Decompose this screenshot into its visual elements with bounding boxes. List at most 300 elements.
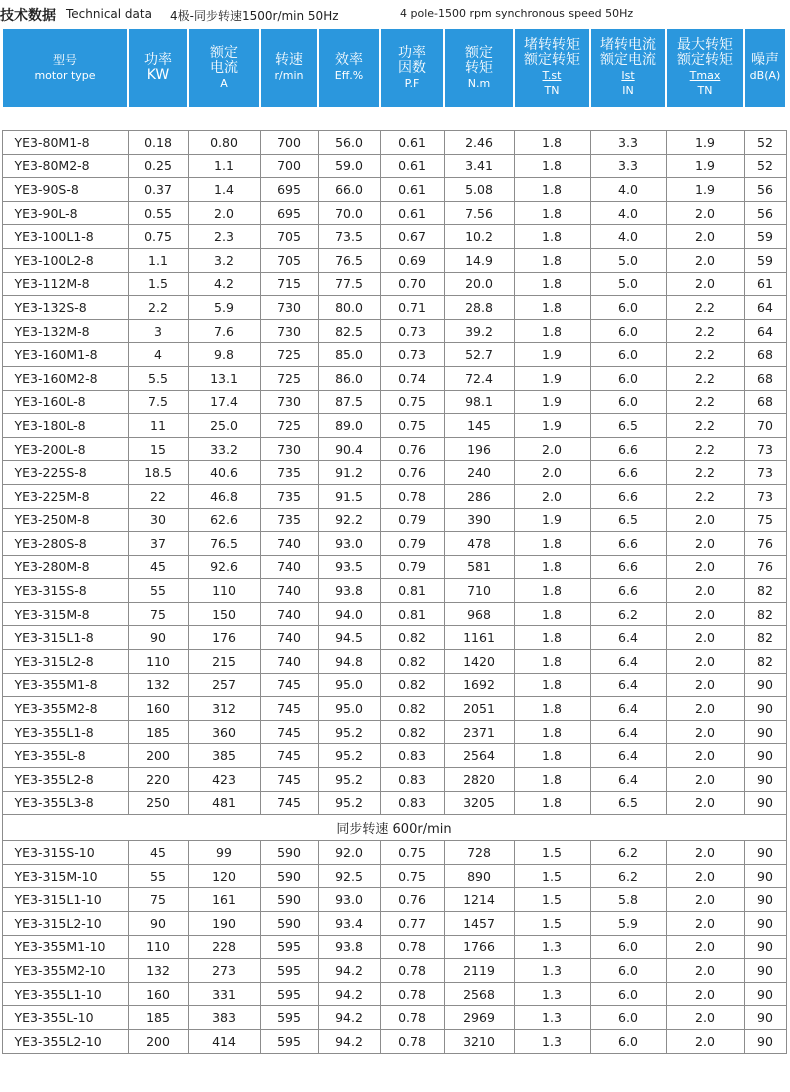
table-cell: 250	[128, 791, 188, 815]
table-cell: 90	[128, 626, 188, 650]
table-cell: 185	[128, 1006, 188, 1030]
table-cell: 55	[128, 864, 188, 888]
table-cell: 331	[188, 982, 260, 1006]
table-cell: 0.77	[380, 912, 444, 936]
table-cell: 1.8	[514, 131, 590, 155]
table-row	[2, 319, 786, 343]
table-cell: 0.67	[380, 225, 444, 249]
table-cell: 728	[444, 841, 514, 865]
table-cell: 228	[188, 935, 260, 959]
header-current: 额定电流 A	[188, 29, 260, 108]
table-cell: YE3-250M-8	[2, 508, 128, 532]
table-row	[2, 366, 786, 390]
table-cell: 1.9	[666, 131, 744, 155]
table-cell: 730	[260, 437, 318, 461]
table-cell: 28.8	[444, 296, 514, 320]
table-cell: YE3-160M1-8	[2, 343, 128, 367]
table-cell: 93.8	[318, 579, 380, 603]
table-cell: 90	[744, 912, 786, 936]
table-cell: 6.5	[590, 414, 666, 438]
table-cell: 2.2	[666, 343, 744, 367]
table-cell: 2.2	[666, 319, 744, 343]
table-cell: 1.3	[514, 982, 590, 1006]
table-cell: 45	[128, 555, 188, 579]
table-cell: 4.0	[590, 178, 666, 202]
table-cell: 120	[188, 864, 260, 888]
table-cell: 92.0	[318, 841, 380, 865]
table-cell: 725	[260, 366, 318, 390]
table-cell: YE3-355L1-8	[2, 720, 128, 744]
table-cell: 1.8	[514, 555, 590, 579]
table-cell: YE3-132S-8	[2, 296, 128, 320]
table-cell: 82	[744, 579, 786, 603]
table-cell: 740	[260, 626, 318, 650]
table-cell: 2568	[444, 982, 514, 1006]
table-row	[2, 673, 786, 697]
table-cell: 72.4	[444, 366, 514, 390]
table-cell: 3205	[444, 791, 514, 815]
page-title: 技术数据	[0, 8, 56, 24]
header-locked-torque: 堵转转矩额定转矩 T.st TN	[514, 29, 590, 108]
table-cell: 6.0	[590, 1029, 666, 1053]
section-row	[2, 815, 786, 841]
table-cell: 52	[744, 154, 786, 178]
table-cell: 6.0	[590, 366, 666, 390]
table-cell: 2371	[444, 720, 514, 744]
table-cell: 90	[744, 864, 786, 888]
table-row	[2, 508, 786, 532]
table-cell: 59	[744, 225, 786, 249]
table-cell: 1.8	[514, 791, 590, 815]
table-cell: 17.4	[188, 390, 260, 414]
table-cell: 1692	[444, 673, 514, 697]
table-cell: 0.70	[380, 272, 444, 296]
table-cell: 6.0	[590, 959, 666, 983]
table-cell: 312	[188, 697, 260, 721]
table-cell: 2.0	[514, 484, 590, 508]
table-cell: 1.8	[514, 225, 590, 249]
table-cell: 90	[744, 673, 786, 697]
table-cell: 90	[744, 791, 786, 815]
table-row	[2, 437, 786, 461]
table-cell: 2820	[444, 768, 514, 792]
table-cell: 93.0	[318, 888, 380, 912]
table-cell: 2.0	[666, 864, 744, 888]
table-cell: 20.0	[444, 272, 514, 296]
table-row	[2, 272, 786, 296]
table-cell: 2.0	[666, 841, 744, 865]
table-cell: 695	[260, 178, 318, 202]
table-cell: 0.76	[380, 437, 444, 461]
table-row	[2, 225, 786, 249]
table-cell: 0.18	[128, 131, 188, 155]
table-cell: 0.75	[128, 225, 188, 249]
table-cell: 1.8	[514, 154, 590, 178]
header-torque: 额定转矩 N.m	[444, 29, 514, 108]
table-cell: 6.4	[590, 768, 666, 792]
table-cell: 6.0	[590, 1006, 666, 1030]
table-cell: 10.2	[444, 225, 514, 249]
table-cell: 176	[188, 626, 260, 650]
table-cell: 93.8	[318, 935, 380, 959]
table-cell: 1.8	[514, 248, 590, 272]
table-cell: 94.2	[318, 1029, 380, 1053]
table-cell: 890	[444, 864, 514, 888]
table-cell: 6.6	[590, 461, 666, 485]
table-cell: 705	[260, 248, 318, 272]
table-cell: 1.3	[514, 959, 590, 983]
table-cell: 740	[260, 650, 318, 674]
table-cell: 56	[744, 178, 786, 202]
header-max-torque: 最大转矩额定转矩 Tmax TN	[666, 29, 744, 108]
table-cell: 185	[128, 720, 188, 744]
table-cell: 160	[128, 982, 188, 1006]
table-cell: 68	[744, 343, 786, 367]
table-cell: 590	[260, 888, 318, 912]
table-cell: 0.75	[380, 390, 444, 414]
table-cell: 92.2	[318, 508, 380, 532]
table-cell: YE3-315L2-10	[2, 912, 128, 936]
table-cell: 740	[260, 602, 318, 626]
table-cell: 0.74	[380, 366, 444, 390]
table-cell: 7.6	[188, 319, 260, 343]
table-cell: 2.0	[666, 791, 744, 815]
table-cell: 715	[260, 272, 318, 296]
table-cell: 6.0	[590, 982, 666, 1006]
table-cell: 6.4	[590, 720, 666, 744]
table-cell: 0.71	[380, 296, 444, 320]
table-cell: 77.5	[318, 272, 380, 296]
table-cell: 0.61	[380, 154, 444, 178]
table-cell: 730	[260, 390, 318, 414]
table-cell: 745	[260, 673, 318, 697]
table-cell: 90	[744, 768, 786, 792]
table-cell: 1.1	[128, 248, 188, 272]
table-cell: 595	[260, 1006, 318, 1030]
table-row	[2, 579, 786, 603]
table-cell: 45	[128, 841, 188, 865]
table-cell: 1.5	[514, 864, 590, 888]
table-cell: 4.0	[590, 201, 666, 225]
table-cell: 59	[744, 248, 786, 272]
table-cell: 2.2	[666, 296, 744, 320]
table-cell: YE3-355L3-8	[2, 791, 128, 815]
table-cell: 1.3	[514, 1006, 590, 1030]
table-cell: 745	[260, 791, 318, 815]
table-row	[2, 390, 786, 414]
table-cell: 0.76	[380, 888, 444, 912]
table-cell: 1.1	[188, 154, 260, 178]
table-cell: 94.2	[318, 982, 380, 1006]
table-cell: 2564	[444, 744, 514, 768]
table-cell: 66.0	[318, 178, 380, 202]
table-cell: 68	[744, 366, 786, 390]
table-cell: YE3-200L-8	[2, 437, 128, 461]
section-label: 同步转速 600r/min	[2, 815, 786, 841]
table-cell: 1.9	[514, 343, 590, 367]
table-cell: 740	[260, 579, 318, 603]
table-cell: 590	[260, 864, 318, 888]
table-cell: 2.0	[666, 1029, 744, 1053]
table-cell: 95.2	[318, 744, 380, 768]
table-row	[2, 602, 786, 626]
table-row	[2, 841, 786, 865]
table-cell: 2.0	[666, 225, 744, 249]
table-cell: 745	[260, 720, 318, 744]
table-cell: 481	[188, 791, 260, 815]
table-cell: 968	[444, 602, 514, 626]
table-cell: 98.1	[444, 390, 514, 414]
table-cell: 75	[128, 602, 188, 626]
table-cell: 0.80	[188, 131, 260, 155]
table-cell: 2.0	[666, 912, 744, 936]
table-cell: 2.0	[666, 272, 744, 296]
table-row	[2, 154, 786, 178]
table-row	[2, 888, 786, 912]
table-cell: 55	[128, 579, 188, 603]
table-cell: 0.78	[380, 935, 444, 959]
table-cell: 2119	[444, 959, 514, 983]
table-cell: 1457	[444, 912, 514, 936]
table-cell: 5.0	[590, 248, 666, 272]
table-cell: 2.0	[666, 935, 744, 959]
table-cell: 86.0	[318, 366, 380, 390]
table-cell: YE3-315L1-8	[2, 626, 128, 650]
table-cell: 700	[260, 154, 318, 178]
table-cell: 70	[744, 414, 786, 438]
table-cell: 196	[444, 437, 514, 461]
table-cell: 414	[188, 1029, 260, 1053]
table-cell: 37	[128, 532, 188, 556]
table-cell: 390	[444, 508, 514, 532]
table-cell: 82.5	[318, 319, 380, 343]
table-cell: 2.0	[666, 744, 744, 768]
table-cell: 2051	[444, 697, 514, 721]
table-cell: 90	[744, 1006, 786, 1030]
table-cell: 2.0	[666, 959, 744, 983]
table-cell: 740	[260, 532, 318, 556]
table-cell: 90.4	[318, 437, 380, 461]
table-row	[2, 296, 786, 320]
table-cell: YE3-355L1-10	[2, 982, 128, 1006]
table-row	[2, 248, 786, 272]
table-cell: YE3-90L-8	[2, 201, 128, 225]
table-cell: 2.3	[188, 225, 260, 249]
table-cell: 2.0	[514, 437, 590, 461]
table-row	[2, 1006, 786, 1030]
table-cell: YE3-315M-10	[2, 864, 128, 888]
table-cell: 705	[260, 225, 318, 249]
table-cell: 93.5	[318, 555, 380, 579]
table-cell: 6.5	[590, 508, 666, 532]
table-cell: 90	[744, 841, 786, 865]
table-row	[2, 201, 786, 225]
table-cell: 1.9	[514, 366, 590, 390]
table-cell: 3.41	[444, 154, 514, 178]
table-cell: 90	[744, 959, 786, 983]
table-cell: 0.55	[128, 201, 188, 225]
technical-data-table	[1, 28, 787, 1054]
table-cell: 740	[260, 555, 318, 579]
table-cell: 0.75	[380, 841, 444, 865]
table-cell: 13.1	[188, 366, 260, 390]
table-cell: 745	[260, 744, 318, 768]
table-cell: 0.76	[380, 461, 444, 485]
table-cell: 220	[128, 768, 188, 792]
table-cell: 2.0	[188, 201, 260, 225]
table-cell: 6.5	[590, 791, 666, 815]
table-cell: 3210	[444, 1029, 514, 1053]
table-cell: 90	[744, 888, 786, 912]
table-cell: 85.0	[318, 343, 380, 367]
table-cell: 94.0	[318, 602, 380, 626]
table-cell: 1.8	[514, 319, 590, 343]
table-cell: 0.79	[380, 532, 444, 556]
table-cell: 64	[744, 296, 786, 320]
table-cell: 286	[444, 484, 514, 508]
table-row	[2, 414, 786, 438]
table-cell: 0.78	[380, 1006, 444, 1030]
table-cell: 161	[188, 888, 260, 912]
page-subtitle-en: 4 pole-1500 rpm synchronous speed 50Hz	[400, 7, 634, 20]
table-cell: 2.2	[666, 437, 744, 461]
table-cell: 2.0	[666, 697, 744, 721]
table-cell: YE3-315S-10	[2, 841, 128, 865]
table-cell: 90	[744, 720, 786, 744]
table-cell: 3.2	[188, 248, 260, 272]
table-cell: 6.0	[590, 319, 666, 343]
table-cell: YE3-180L-8	[2, 414, 128, 438]
header-power-factor: 功率因数 P.F	[380, 29, 444, 108]
table-cell: 1.8	[514, 201, 590, 225]
table-cell: YE3-80M2-8	[2, 154, 128, 178]
table-cell: 73.5	[318, 225, 380, 249]
table-cell: 92.5	[318, 864, 380, 888]
table-cell: 0.78	[380, 959, 444, 983]
table-cell: 590	[260, 912, 318, 936]
table-cell: 6.4	[590, 697, 666, 721]
table-cell: 5.08	[444, 178, 514, 202]
header-model: 型号 motor type	[2, 29, 128, 108]
table-cell: 90	[128, 912, 188, 936]
table-cell: 2.0	[666, 888, 744, 912]
table-cell: 590	[260, 841, 318, 865]
table-cell: 5.0	[590, 272, 666, 296]
table-row	[2, 935, 786, 959]
table-cell: 0.83	[380, 744, 444, 768]
page-title-en: Technical data	[66, 7, 152, 21]
table-cell: YE3-225M-8	[2, 484, 128, 508]
table-cell: 595	[260, 959, 318, 983]
table-cell: 2.0	[666, 201, 744, 225]
table-cell: 0.82	[380, 626, 444, 650]
table-cell: 76	[744, 532, 786, 556]
table-cell: 257	[188, 673, 260, 697]
table-cell: 735	[260, 508, 318, 532]
table-cell: 73	[744, 484, 786, 508]
table-cell: 1.3	[514, 935, 590, 959]
table-cell: 6.4	[590, 650, 666, 674]
table-cell: 478	[444, 532, 514, 556]
table-cell: 91.2	[318, 461, 380, 485]
table-cell: 200	[128, 1029, 188, 1053]
table-cell: 2.0	[666, 555, 744, 579]
table-cell: YE3-355L-8	[2, 744, 128, 768]
table-cell: 94.2	[318, 1006, 380, 1030]
table-cell: 2.0	[666, 673, 744, 697]
table-cell: 2.0	[666, 508, 744, 532]
table-cell: 95.2	[318, 720, 380, 744]
table-cell: 132	[128, 673, 188, 697]
table-cell: 93.0	[318, 532, 380, 556]
table-cell: 2.0	[514, 461, 590, 485]
table-cell: 5.8	[590, 888, 666, 912]
table-cell: 73	[744, 437, 786, 461]
table-cell: 56	[744, 201, 786, 225]
table-cell: 6.0	[590, 343, 666, 367]
table-cell: 22	[128, 484, 188, 508]
table-cell: 1.8	[514, 673, 590, 697]
table-cell: 89.0	[318, 414, 380, 438]
table-cell: 1214	[444, 888, 514, 912]
table-cell: 90	[744, 982, 786, 1006]
table-cell: 273	[188, 959, 260, 983]
table-row	[2, 768, 786, 792]
table-cell: 160	[128, 697, 188, 721]
table-cell: 0.83	[380, 791, 444, 815]
table-cell: 200	[128, 744, 188, 768]
table-cell: 1.8	[514, 768, 590, 792]
table-cell: YE3-355L2-10	[2, 1029, 128, 1053]
table-row	[2, 959, 786, 983]
table-row	[2, 650, 786, 674]
table-cell: 1.8	[514, 650, 590, 674]
spacer-row	[2, 108, 786, 131]
table-cell: 15	[128, 437, 188, 461]
table-row	[2, 178, 786, 202]
table-cell: YE3-160L-8	[2, 390, 128, 414]
table-cell: 1.9	[514, 414, 590, 438]
table-row	[2, 864, 786, 888]
table-row	[2, 720, 786, 744]
table-cell: 695	[260, 201, 318, 225]
table-cell: 6.2	[590, 841, 666, 865]
table-cell: 11	[128, 414, 188, 438]
table-cell: 132	[128, 959, 188, 983]
table-cell: 2969	[444, 1006, 514, 1030]
table-cell: 70.0	[318, 201, 380, 225]
table-cell: 95.0	[318, 697, 380, 721]
table-cell: 2.2	[128, 296, 188, 320]
table-cell: 61	[744, 272, 786, 296]
table-cell: 4.0	[590, 225, 666, 249]
table-cell: 9.8	[188, 343, 260, 367]
table-cell: 95.2	[318, 791, 380, 815]
table-cell: 240	[444, 461, 514, 485]
table-cell: YE3-355M2-8	[2, 697, 128, 721]
table-cell: 0.79	[380, 555, 444, 579]
table-row	[2, 343, 786, 367]
table-row	[2, 982, 786, 1006]
table-cell: 735	[260, 484, 318, 508]
table-cell: 0.78	[380, 484, 444, 508]
table-row	[2, 626, 786, 650]
table-cell: 745	[260, 768, 318, 792]
table-cell: 110	[128, 650, 188, 674]
table-cell: YE3-160M2-8	[2, 366, 128, 390]
table-cell: 30	[128, 508, 188, 532]
table-cell: 7.56	[444, 201, 514, 225]
